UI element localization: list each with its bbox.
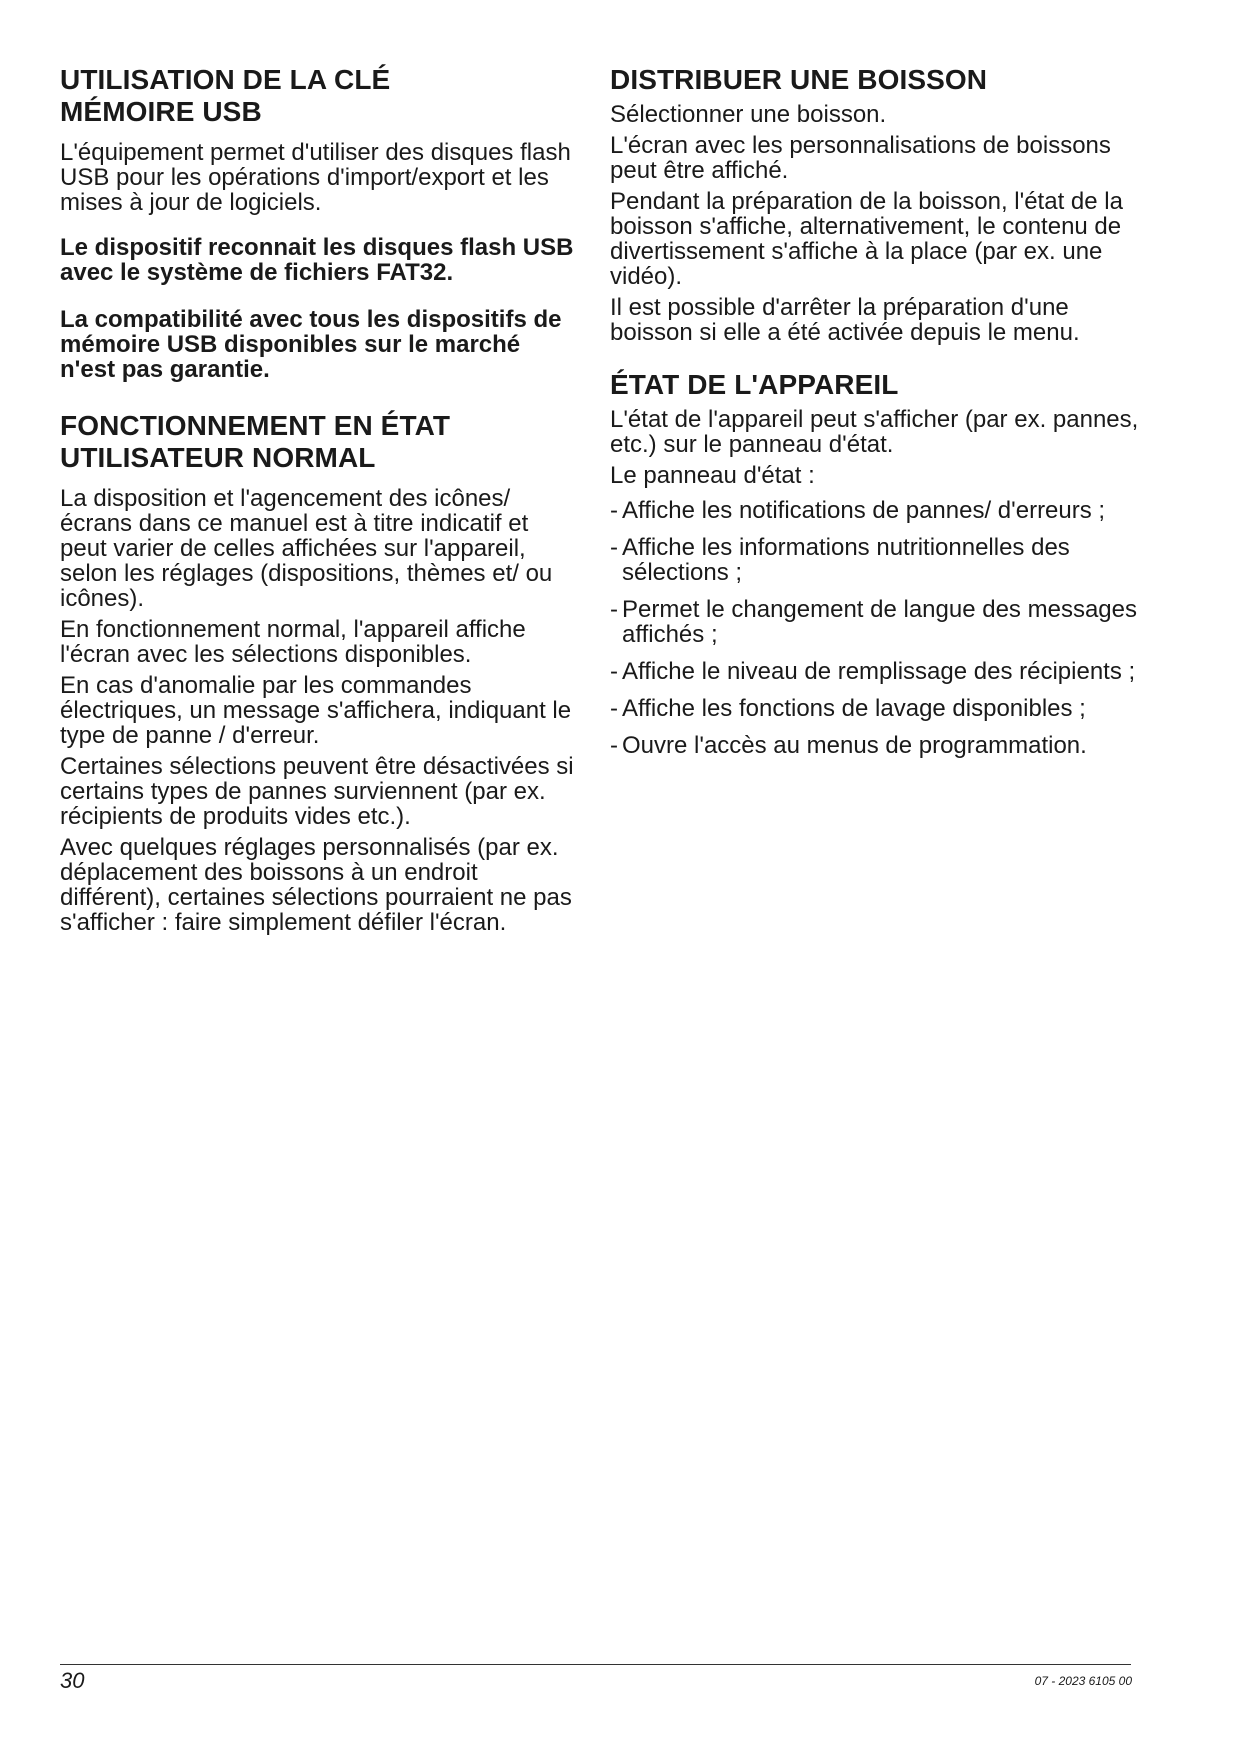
- document-code: 07 - 2023 6105 00: [1034, 1674, 1132, 1688]
- usb-paragraph: L'équipement permet d'utiliser des disques flash USB pour les opérations d'import/export et les mises à jour de logiciels.: [60, 139, 571, 216]
- list-item-text: Permet le changement de langue des messages affichés ;: [622, 596, 1137, 648]
- normal-title-line2: UTILISATEUR NORMAL: [60, 442, 376, 473]
- bullet-dash: -: [610, 695, 618, 722]
- normal-paragraph: En fonctionnement normal, l'appareil affiche l'écran avec les sélections disponibles.: [60, 616, 526, 668]
- drink-paragraph: Pendant la préparation de la boisson, l'état de la boisson s'affiche, alternativement, le contenu de divertissement s'affiche à la place (par ex. une vidéo).: [610, 188, 1123, 290]
- usb-compatibility-note: La compatibilité avec tous les dispositifs de mémoire USB disponibles sur le marché n'est pas garantie.: [60, 306, 562, 383]
- drink-paragraph: L'écran avec les personnalisations de boissons peut être affiché.: [610, 132, 1111, 184]
- normal-section-title: [60, 410, 580, 474]
- left-column: [60, 64, 580, 941]
- list-item: [610, 733, 1140, 758]
- list-item: [610, 535, 1140, 585]
- list-item: [610, 659, 1140, 684]
- normal-paragraph: La disposition et l'agencement des icônes/ écrans dans ce manuel est à titre indicatif et peut varier de celles affichées sur l'appareil, selon les réglages (dispositions, thèmes et/ ou icônes).: [60, 485, 553, 612]
- normal-title-line1: FONCTIONNEMENT EN ÉTAT: [60, 410, 451, 441]
- bullet-dash: -: [610, 497, 618, 524]
- usb-section-title: [60, 64, 580, 128]
- bullet-dash: -: [610, 732, 618, 759]
- status-paragraph: Le panneau d'état :: [610, 462, 815, 489]
- bullet-dash: -: [610, 596, 618, 623]
- usb-title-line1: UTILISATION DE LA CLÉ: [60, 64, 391, 95]
- status-section-title: ÉTAT DE L'APPAREIL: [610, 369, 899, 400]
- status-panel-list: [610, 498, 1140, 758]
- list-item-text: Affiche les fonctions de lavage disponibles ;: [622, 695, 1086, 722]
- bullet-dash: -: [610, 658, 618, 685]
- drink-section-title: DISTRIBUER UNE BOISSON: [610, 64, 988, 95]
- list-item: [610, 696, 1140, 721]
- list-item-text: Affiche les notifications de pannes/ d'erreurs ;: [622, 497, 1106, 524]
- normal-paragraph: Certaines sélections peuvent être désactivées si certains types de pannes surviennent (par ex. récipients de produits vides etc.).: [60, 753, 574, 830]
- list-item-text: Ouvre l'accès au menus de programmation.: [622, 732, 1087, 759]
- list-item: [610, 597, 1140, 647]
- footer-divider: [60, 1664, 1131, 1665]
- page-number: 30: [60, 1668, 85, 1693]
- drink-paragraph: Il est possible d'arrêter la préparation d'une boisson si elle a été activée depuis le menu.: [610, 294, 1080, 346]
- status-paragraph: L'état de l'appareil peut s'afficher (par ex. pannes, etc.) sur le panneau d'état.: [610, 406, 1139, 458]
- normal-paragraph: En cas d'anomalie par les commandes électriques, un message s'affichera, indiquant le type de panne / d'erreur.: [60, 672, 572, 749]
- list-item: [610, 498, 1140, 523]
- list-item-text: Affiche le niveau de remplissage des récipients ;: [622, 658, 1136, 685]
- list-item-text: Affiche les informations nutritionnelles des sélections ;: [622, 534, 1070, 586]
- bullet-dash: -: [610, 534, 618, 561]
- usb-fat32-note: Le dispositif reconnait les disques flash USB avec le système de fichiers FAT32.: [60, 234, 574, 286]
- right-column: [610, 64, 1140, 770]
- usb-title-line2: MÉMOIRE USB: [60, 96, 262, 127]
- drink-paragraph: Sélectionner une boisson.: [610, 101, 887, 128]
- normal-paragraph: Avec quelques réglages personnalisés (par ex. déplacement des boissons à un endroit différent), certaines sélections pourraient ne pas s'afficher : faire simplement défiler l'écran.: [60, 834, 572, 936]
